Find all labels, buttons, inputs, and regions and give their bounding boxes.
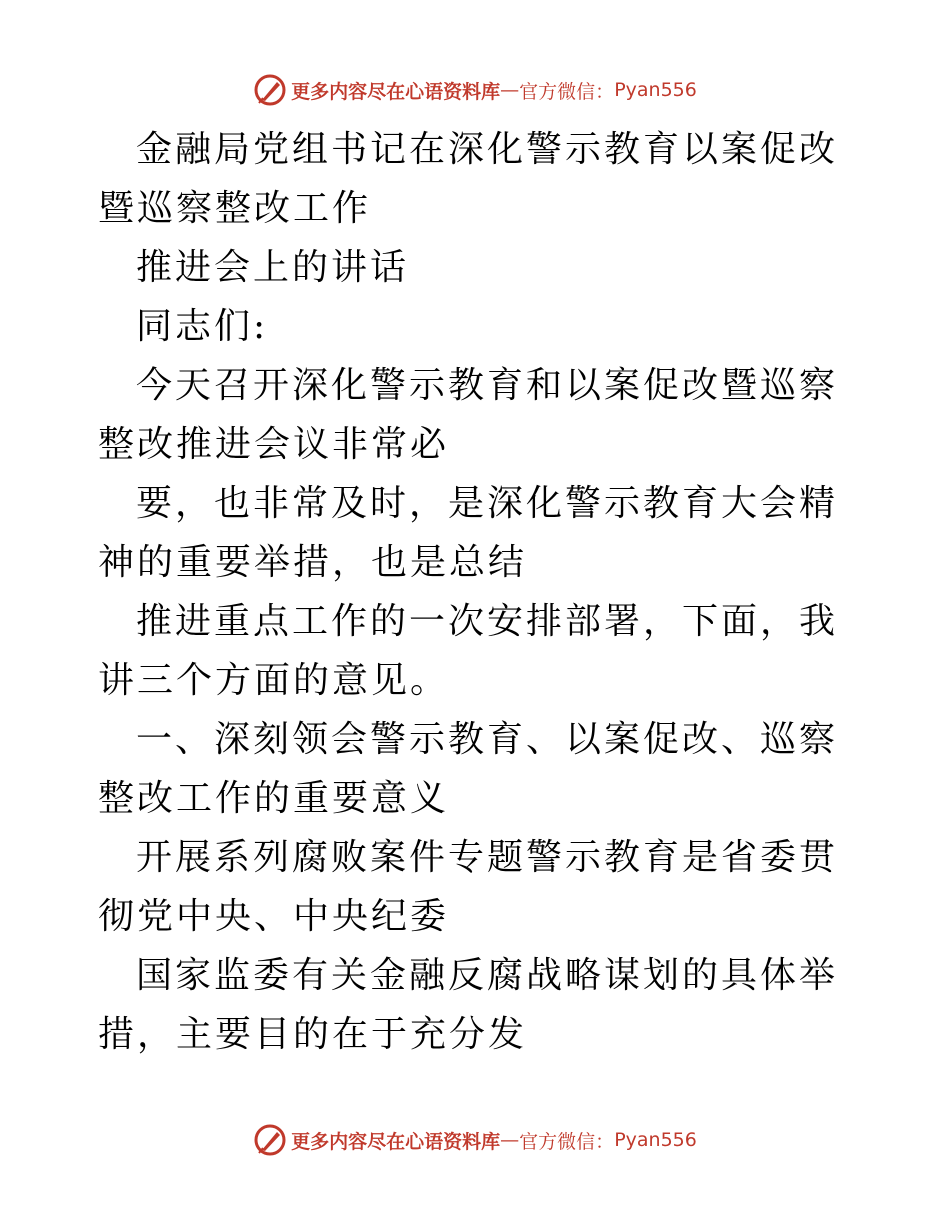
paragraph: 开展系列腐败案件专题警示教育是省委贯彻党中央、中央纪委 (98, 837, 839, 937)
banner-contact-label: 官方微信： (519, 80, 615, 103)
banner-contact-label: 官方微信： (519, 1130, 615, 1153)
paragraph: 一、深刻领会警示教育、以案促改、巡察整改工作的重要意义 (98, 719, 839, 819)
banner-contact-id: Pyan556 (614, 1129, 697, 1151)
document-body (98, 120, 858, 1064)
paragraph: 同志们: (136, 306, 269, 347)
banner-brand-text: 更多内容尽在心语资料库 (291, 80, 501, 103)
banner-dash: — (500, 1129, 520, 1151)
paragraph: 今天召开深化警示教育和以案促改暨巡察整改推进会议非常必 (98, 365, 839, 465)
header-banner (0, 70, 950, 110)
paragraph: 要，也非常及时，是深化警示教育大会精神的重要举措，也是总结 (98, 483, 839, 583)
paragraph: 国家监委有关金融反腐战略谋划的具体举措，主要目的在于充分发 (98, 955, 839, 1055)
quill-logo-icon (253, 73, 287, 107)
quill-logo-icon (253, 1123, 287, 1157)
banner-dash: — (500, 79, 520, 101)
paragraph: 金融局党组书记在深化警示教育以案促改暨巡察整改工作 (98, 129, 839, 229)
paragraph: 推进会上的讲话 (136, 247, 410, 288)
banner-contact-id: Pyan556 (614, 79, 697, 101)
banner-brand-text: 更多内容尽在心语资料库 (291, 1130, 501, 1153)
paragraph: 推进重点工作的一次安排部署，下面，我讲三个方面的意见。 (98, 601, 839, 701)
footer-banner (0, 1120, 950, 1160)
